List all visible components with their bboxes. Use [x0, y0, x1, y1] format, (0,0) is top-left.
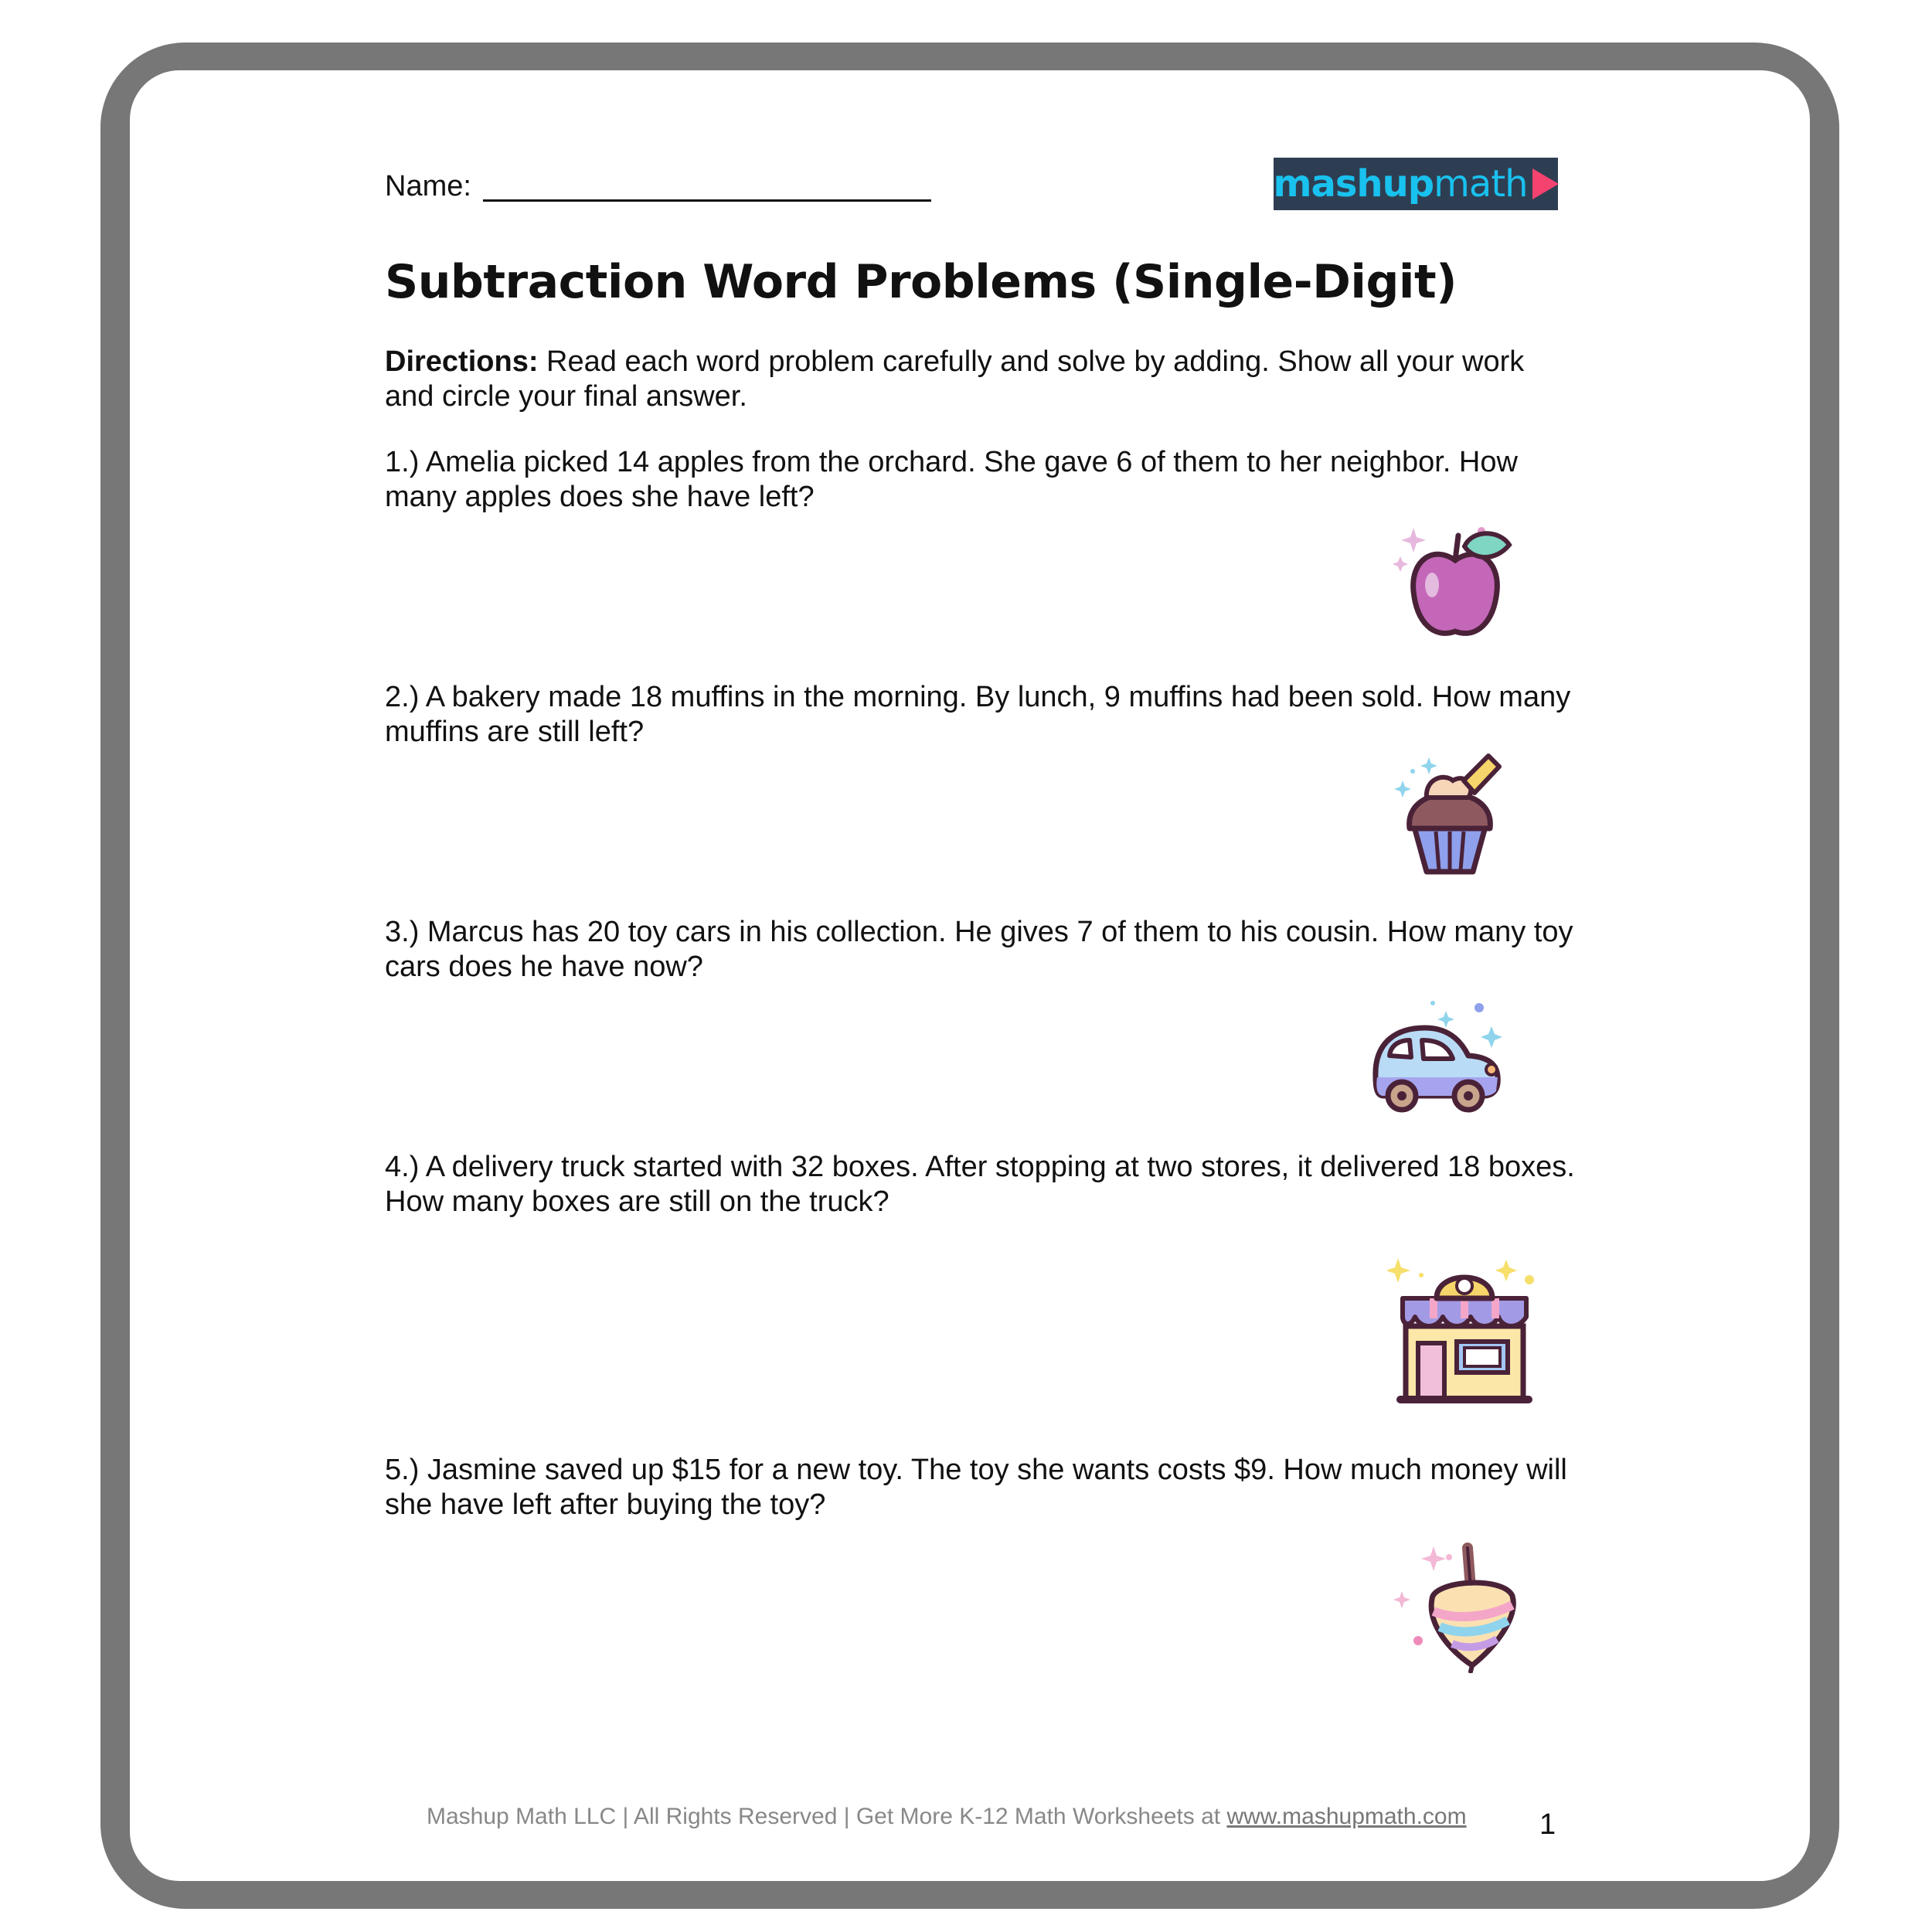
worksheet-title: Subtraction Word Problems (Single-Digit): [385, 255, 1458, 309]
directions-label: Directions:: [385, 345, 539, 378]
page-number: 1: [1539, 1808, 1556, 1841]
problem-1: 1.) Amelia picked 14 apples from the orchard. She gave 6 of them to her neighbor. How many apples does she have left?: [385, 446, 1518, 513]
logo-text-bold: mashup: [1273, 162, 1434, 206]
name-label: Name:: [385, 170, 471, 202]
apple-icon: [1387, 514, 1526, 645]
problem-2: 2.) A bakery made 18 muffins in the morning. By lunch, 9 muffins had been sold. How many muffins are still left?: [385, 681, 1571, 748]
mashupmath-logo: [1274, 158, 1558, 210]
name-field-line[interactable]: [483, 199, 931, 202]
problem-3: 3.) Marcus has 20 toy cars in his collection. He gives 7 of them to his cousin. How many toy cars does he have now?: [385, 916, 1573, 983]
logo-text-light: math: [1434, 162, 1528, 206]
problem-4: 4.) A delivery truck started with 32 boxes. After stopping at two stores, it delivered 18 boxes. How many boxes are still on the truck?: [385, 1151, 1575, 1218]
footer-text: [427, 1804, 1467, 1830]
directions: [385, 345, 1575, 414]
spinning-top-icon: [1387, 1534, 1526, 1673]
store-icon: [1387, 1252, 1542, 1406]
toy-car-icon: [1368, 997, 1515, 1121]
directions-text: Read each word problem carefully and solve by adding. Show all your work and circle your final answer.: [385, 345, 1525, 413]
footer-copyright: Mashup Math LLC | All Rights Reserved | Get More K-12 Math Worksheets at: [427, 1804, 1227, 1829]
muffin-icon: [1383, 750, 1522, 881]
play-icon: [1532, 168, 1559, 199]
footer-link[interactable]: www.mashupmath.com: [1226, 1804, 1467, 1829]
problem-5: 5.) Jasmine saved up $15 for a new toy. The toy she wants costs $9. How much money will she have left after buying the toy?: [385, 1454, 1567, 1521]
